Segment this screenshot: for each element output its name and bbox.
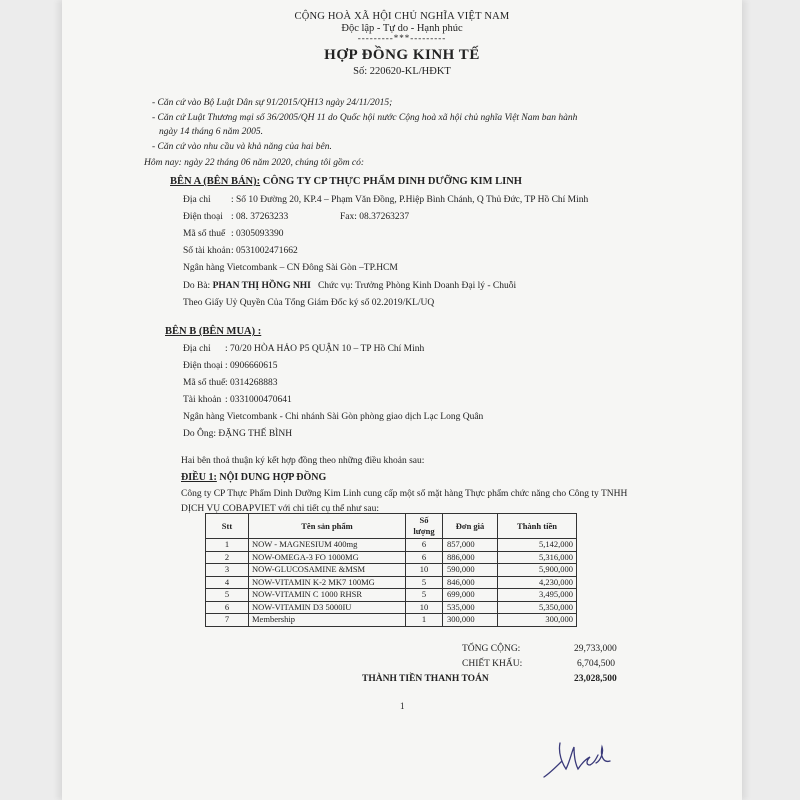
table-header-row (206, 514, 577, 539)
party-b-bank: Ngân hàng Vietcombank - Chi nhánh Sài Gòn phòng giao dịch Lạc Long Quân (183, 412, 484, 422)
party-a-authorization: Theo Giấy Uỷ Quyền Của Tổng Giám Đốc ký số 02.2019/KL/UQ (183, 298, 435, 308)
row-unit-price: 300,000 (443, 614, 498, 627)
row-amount: 3,495,000 (498, 589, 577, 602)
party-a-address: : Số 10 Đường 20, KP.4 – Phạm Văn Đồng, P.Hiệp Bình Chánh, Q Thủ Đức, TP Hồ Chí Minh (231, 195, 589, 205)
party-a-fax: Fax: 08.37263237 (340, 212, 410, 222)
party-a-phone: : 08. 37263233 (231, 212, 289, 222)
row-product: NOW-GLUCOSAMINE &MSM (249, 564, 406, 577)
party-b-tax-label: Mã số thuế (183, 378, 226, 388)
table-row (206, 551, 577, 564)
table-row (206, 589, 577, 602)
row-stt: 6 (206, 601, 249, 614)
preamble-line-4: - Căn cứ vào nhu cầu và khả năng của hai bên. (152, 142, 332, 152)
star-divider: ---------***--------- (357, 33, 447, 43)
party-a-account-label: Số tài khoản (183, 246, 231, 256)
article-1-text-1: Công ty CP Thực Phẩm Dinh Dưỡng Kim Linh cung cấp một số mặt hàng Thực phẩm chức năng cho Công ty TNHH (181, 489, 628, 499)
header-unit-price: Đơn giá (443, 514, 498, 539)
row-amount: 5,350,000 (498, 601, 577, 614)
row-product: NOW - MAGNESIUM 400mg (249, 539, 406, 552)
party-b-account: : 0331000470641 (225, 395, 292, 405)
row-product: NOW-VITAMIN C 1000 RHSR (249, 589, 406, 602)
row-product: Membership (249, 614, 406, 627)
row-unit-price: 590,000 (443, 564, 498, 577)
party-a-representative: Do Bà: PHAN THỊ HỒNG NHI Chức vụ: Trưởng Phòng Kinh Doanh Đại lý - Chuỗi (183, 281, 517, 291)
payment-value: 23,028,500 (574, 674, 617, 684)
header-amount: Thành tiền (498, 514, 577, 539)
row-unit-price: 846,000 (443, 576, 498, 589)
table-row (206, 576, 577, 589)
row-product: NOW-VITAMIN D3 5000IU (249, 601, 406, 614)
table-row (206, 539, 577, 552)
row-amount: 5,316,000 (498, 551, 577, 564)
article-1-heading: ĐIỀU 1: NỘI DUNG HỢP ĐỒNG (181, 472, 327, 483)
motto: Độc lập - Tự do - Hạnh phúc (341, 23, 463, 34)
contract-number: Số: 220620-KL/HĐKT (353, 66, 451, 77)
row-stt: 2 (206, 551, 249, 564)
page-number: 1 (400, 701, 405, 711)
party-b-heading: BÊN B (BÊN MUA) : (165, 326, 262, 337)
row-quantity: 10 (406, 564, 443, 577)
party-a-heading: BÊN A (BÊN BÁN): CÔNG TY CP THỰC PHẨM DINH DƯỠNG KIM LINH (170, 176, 522, 187)
total-value: 29,733,000 (574, 644, 617, 654)
row-stt: 5 (206, 589, 249, 602)
row-amount: 5,142,000 (498, 539, 577, 552)
party-a-bank: Ngân hàng Vietcombank – CN Đông Sài Gòn –TP.HCM (183, 263, 398, 273)
preamble-line-1: - Căn cứ vào Bộ Luật Dân sự 91/2015/QH13 ngày 24/11/2015; (152, 98, 393, 108)
table-row (206, 614, 577, 627)
row-quantity: 6 (406, 539, 443, 552)
preamble-line-2: - Căn cứ Luật Thương mại số 36/2005/QH 11 do Quốc hội nước Cộng hoà xã hội chủ nghĩa Việt Nam ban hành (152, 113, 578, 123)
party-a-phone-label: Điện thoại (183, 212, 223, 222)
row-stt: 1 (206, 539, 249, 552)
row-stt: 4 (206, 576, 249, 589)
party-b-tax: : 0314268883 (225, 378, 278, 388)
row-quantity: 6 (406, 551, 443, 564)
row-unit-price: 699,000 (443, 589, 498, 602)
table-row (206, 564, 577, 577)
party-b-address: : 70/20 HÒA HẢO P5 QUẬN 10 – TP Hồ Chí Minh (225, 344, 425, 354)
party-b-account-label: Tài khoản (183, 395, 222, 405)
discount-value: 6,704,500 (577, 659, 615, 669)
header-product: Tên sản phẩm (249, 514, 406, 539)
party-a-address-label: Địa chỉ (183, 195, 211, 205)
row-unit-price: 886,000 (443, 551, 498, 564)
total-label: TỔNG CỘNG: (462, 644, 521, 654)
row-quantity: 5 (406, 589, 443, 602)
table-row (206, 601, 577, 614)
row-product: NOW-VITAMIN K-2 MK7 100MG (249, 576, 406, 589)
row-stt: 7 (206, 614, 249, 627)
row-stt: 3 (206, 564, 249, 577)
contract-page (62, 0, 742, 800)
party-a-tax-label: Mã số thuế (183, 229, 226, 239)
party-a-account: : 0531002471662 (231, 246, 298, 256)
party-b-address-label: Địa chỉ (183, 344, 211, 354)
row-amount: 5,900,000 (498, 564, 577, 577)
row-unit-price: 535,000 (443, 601, 498, 614)
nation-heading: CỘNG HOÀ XÃ HỘI CHỦ NGHĨA VIỆT NAM (294, 11, 510, 22)
header-stt: Stt (206, 514, 249, 539)
preamble-line-3: ngày 14 tháng 6 năm 2005. (159, 127, 263, 137)
preamble-date: Hôm nay: ngày 22 tháng 06 năm 2020, chúng tôi gồm có: (144, 158, 365, 168)
row-amount: 300,000 (498, 614, 577, 627)
product-table (205, 513, 577, 627)
row-amount: 4,230,000 (498, 576, 577, 589)
row-product: NOW-OMEGA-3 FO 1000MG (249, 551, 406, 564)
contract-title: HỢP ĐỒNG KINH TẾ (324, 47, 480, 63)
article-1-text-2: DỊCH VỤ COBAPVIET với chi tiết cụ thể như sau: (181, 504, 379, 514)
row-quantity: 1 (406, 614, 443, 627)
party-b-phone-label: Điện thoại (183, 361, 223, 371)
payment-label: THÀNH TIỀN THANH TOÁN (362, 674, 489, 684)
signature-icon (540, 733, 620, 783)
row-quantity: 5 (406, 576, 443, 589)
row-quantity: 10 (406, 601, 443, 614)
agreement-intro: Hai bên thoả thuận ký kết hợp đồng theo những điều khoản sau: (181, 456, 425, 466)
party-a-tax: : 0305093390 (231, 229, 284, 239)
header-quantity: Số lượng (406, 514, 443, 539)
party-b-representative: Do Ông: ĐẶNG THẾ BÌNH (183, 429, 293, 439)
discount-label: CHIẾT KHẤU: (462, 659, 523, 669)
row-unit-price: 857,000 (443, 539, 498, 552)
party-b-phone: : 0906660615 (225, 361, 278, 371)
